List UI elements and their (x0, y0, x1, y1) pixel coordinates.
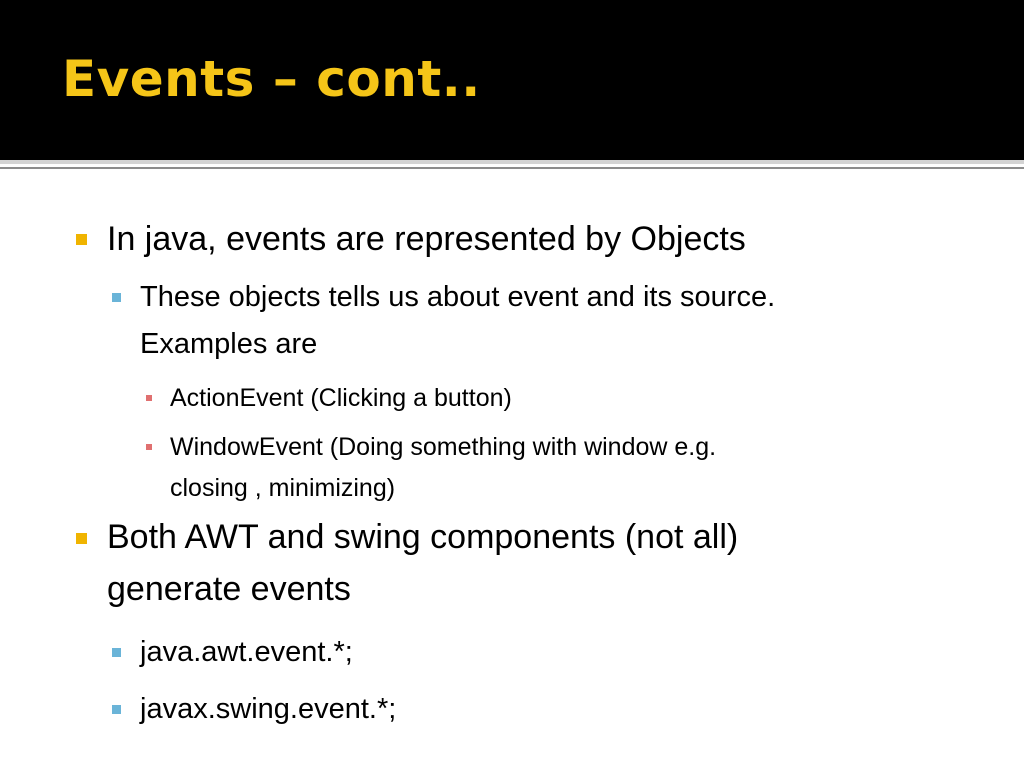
bullet-marker-level1 (76, 533, 87, 544)
bullet-line: Both AWT and swing components (not all) (107, 518, 739, 556)
bullet-level3 (170, 378, 512, 419)
bullet-marker-level3 (146, 444, 152, 450)
bullet-line: java.awt.event.*; (140, 636, 353, 668)
bullet-line: closing , minimizing) (170, 474, 396, 502)
bullet-marker-level3 (146, 395, 152, 401)
bullet-marker-level2 (112, 293, 121, 302)
bullet-level1 (107, 213, 746, 265)
bullet-line: Examples are (140, 328, 318, 360)
bullet-line: These objects tells us about event and its source. (140, 281, 776, 313)
bullet-level2 (140, 686, 396, 733)
bullet-line: WindowEvent (Doing something with window e.g. (170, 433, 717, 461)
slide-title: Events – cont.. (62, 50, 481, 108)
bullet-line: javax.swing.event.*; (140, 693, 397, 725)
bullet-marker-level1 (76, 234, 87, 245)
bullet-level2 (140, 274, 775, 368)
bullet-marker-level2 (112, 705, 121, 714)
bullet-level1 (107, 511, 738, 615)
bullet-marker-level2 (112, 648, 121, 657)
bullet-level3 (170, 427, 716, 509)
bullet-level2 (140, 629, 353, 676)
bullet-line: In java, events are represented by Objects (107, 220, 746, 258)
bullet-line: ActionEvent (Clicking a button) (170, 384, 512, 412)
bullet-line: generate events (107, 570, 351, 608)
